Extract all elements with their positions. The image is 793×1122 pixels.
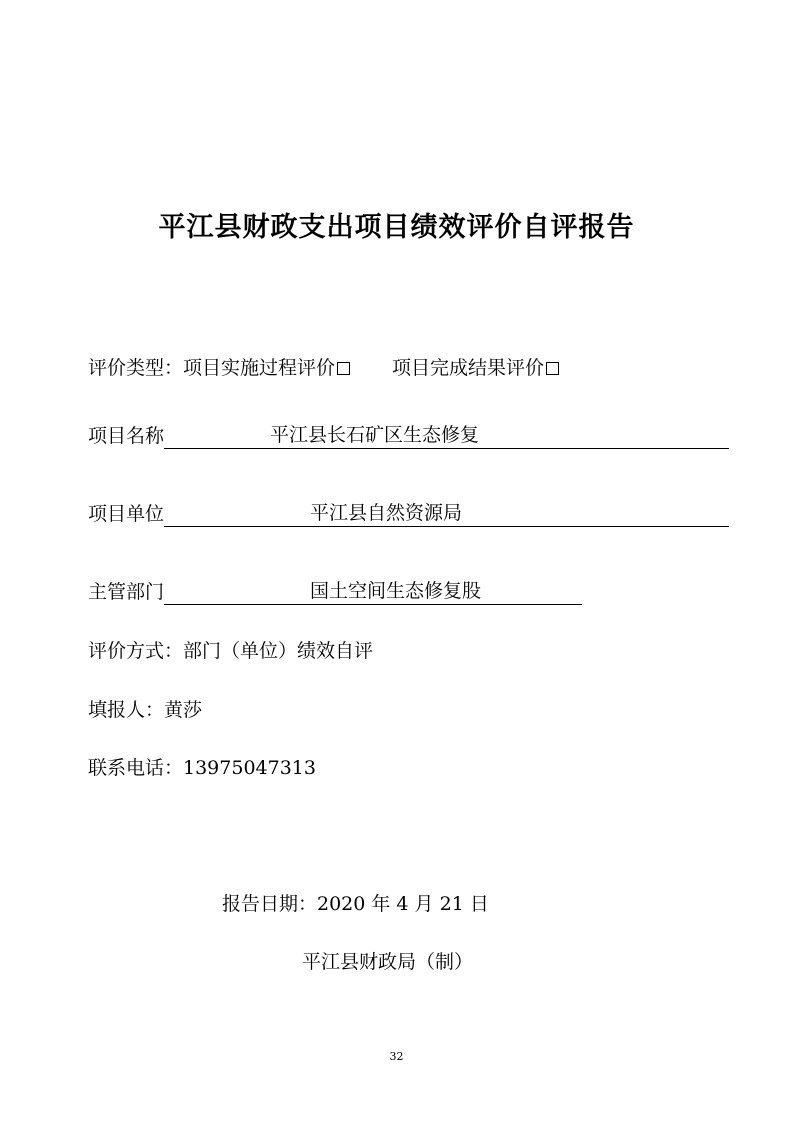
issuer: 平江县财政局（制） (302, 951, 474, 973)
supervisor-label: 主管部门 (88, 581, 165, 603)
project-unit-row (88, 501, 729, 527)
project-unit-field[interactable]: 平江县自然资源局 (164, 501, 729, 527)
report-date: 报告日期：2020 年 4 月 21 日 (222, 893, 489, 915)
eval-type-row (88, 355, 559, 381)
eval-type-option-result: 项目完成结果评价 (392, 357, 545, 379)
supervisor-row (88, 579, 582, 605)
page-number: 32 (389, 1050, 404, 1063)
eval-method: 评价方式：部门（单位）绩效自评 (88, 640, 374, 662)
eval-type-option-process: 项目实施过程评价 (183, 357, 336, 379)
result-eval-checkbox[interactable] (546, 362, 559, 375)
process-eval-checkbox[interactable] (337, 362, 350, 375)
contact-phone: 联系电话：13975047313 (88, 757, 316, 779)
project-unit-label: 项目单位 (88, 503, 165, 525)
eval-type-label: 评价类型： (88, 357, 184, 379)
project-name-field[interactable]: 平江县长石矿区生态修复 (164, 423, 729, 449)
supervisor-field[interactable]: 国土空间生态修复股 (164, 579, 582, 605)
report-title: 平江县财政支出项目绩效评价自评报告 (158, 212, 635, 243)
project-name-label: 项目名称 (88, 425, 165, 447)
project-name-row (88, 423, 729, 449)
reporter: 填报人：黄莎 (88, 699, 203, 721)
